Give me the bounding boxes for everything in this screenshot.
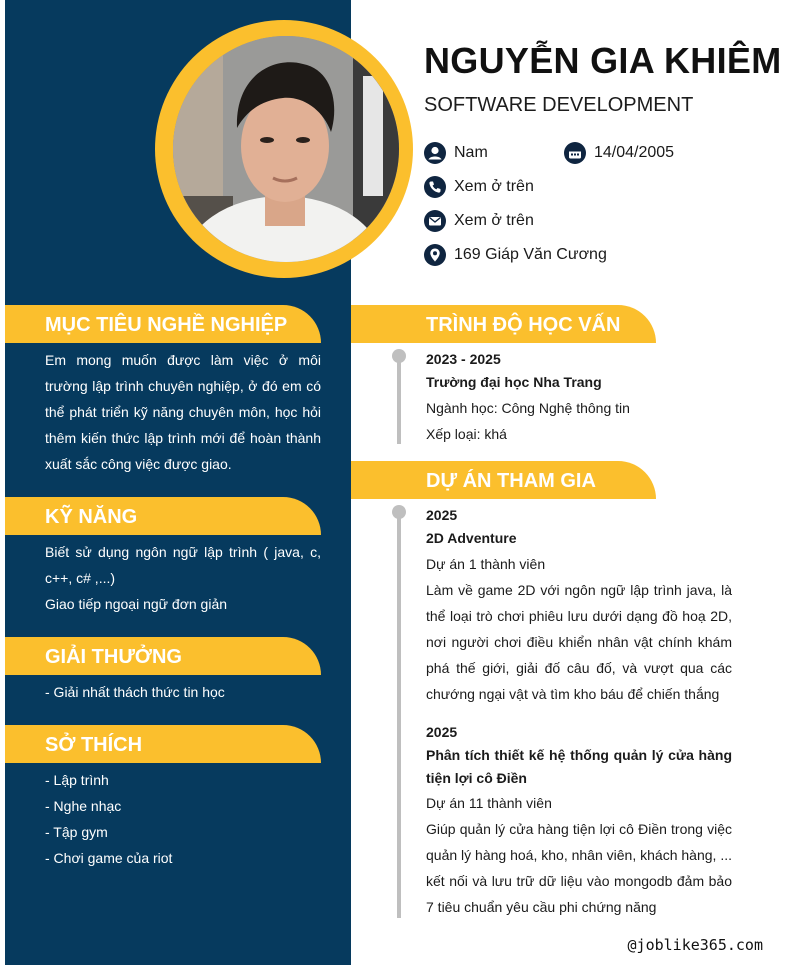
hobby-item: - Chơi game của riot: [45, 850, 173, 866]
dob-value: 14/04/2005: [594, 144, 675, 161]
mail-icon: [424, 210, 446, 232]
hobbies-list: [45, 767, 321, 871]
avatar-portrait: [173, 36, 399, 262]
hobby-item: - Nghe nhạc: [45, 798, 122, 814]
calendar-icon: [564, 142, 586, 164]
skills-heading: KỸ NĂNG: [5, 497, 321, 535]
project-description: Làm về game 2D với ngôn ngữ lập trình java, là thể loại trò chơi phiêu lưu dưới dạng đồ hoạ 2D, nơi người chơi điều khiển nhân vật chính khám phá thế giới, giải đố câu đố, và vượt qua các chướng ngại vật và tìm kho báu để chiến thắng: [426, 582, 732, 702]
avatar: [173, 36, 399, 262]
skill-item: Biết sử dụng ngôn ngữ lập trình ( java, c, c++, c# ,...): [45, 544, 321, 586]
gender-row: [424, 142, 488, 164]
email-value: Xem ở trên: [454, 212, 534, 229]
education-grade: Xếp loại: khá: [426, 426, 507, 442]
education-timeline: [397, 356, 401, 444]
project-year: 2025: [426, 507, 458, 523]
objective-text: [45, 347, 321, 477]
candidate-role: SOFTWARE DEVELOPMENT: [424, 94, 694, 116]
project-item: [426, 502, 732, 707]
phone-value: Xem ở trên: [454, 178, 534, 195]
objective-paragraph: Em mong muốn được làm việc ở môi trường lập trình chuyên nghiệp, ở đó em có thể phát triển kỹ năng chuyên môn, học hỏi thêm kiến thức lập trình mới để hoàn thành xuất sắc công việc được giao.: [45, 352, 321, 472]
project-name: Phân tích thiết kế hệ thống quản lý cửa hàng tiện lợi cô Điền: [426, 747, 732, 786]
projects-timeline-dot: [392, 505, 406, 519]
hobbies-heading: SỞ THÍCH: [5, 725, 321, 763]
skill-item: Giao tiếp ngoại ngữ đơn giản: [45, 596, 228, 612]
awards-heading: GIẢI THƯỞNG: [5, 637, 321, 675]
project-team: Dự án 11 thành viên: [426, 795, 552, 811]
dob-row: [564, 142, 674, 164]
location-icon: [424, 244, 446, 266]
phone-row: [424, 176, 534, 198]
education-timeline-dot: [392, 349, 406, 363]
project-name: 2D Adventure: [426, 530, 517, 546]
phone-icon: [424, 176, 446, 198]
hobby-item: - Lập trình: [45, 772, 109, 788]
education-period: 2023 - 2025: [426, 351, 501, 367]
awards-list: [45, 679, 321, 705]
education-school: Trường đại học Nha Trang: [426, 374, 602, 390]
education-block: [426, 346, 732, 447]
project-description: Giúp quản lý cửa hàng tiện lợi cô Điền trong việc quản lý hàng hoá, kho, nhân viên, khách hàng, ... kết nối và lưu trữ dữ liệu vào mongodb đảm bảo 7 tiêu chuẩn yêu cầu phi chứng năng: [426, 821, 732, 915]
education-heading: TRÌNH ĐỘ HỌC VẤN: [351, 305, 656, 343]
hobby-item: - Tập gym: [45, 824, 108, 840]
project-team: Dự án 1 thành viên: [426, 556, 546, 572]
address-row: [424, 244, 607, 266]
projects-heading: DỰ ÁN THAM GIA: [351, 461, 656, 499]
skills-list: [45, 539, 321, 617]
watermark-text: @joblike365.com: [627, 936, 763, 954]
projects-timeline: [397, 512, 401, 918]
objective-heading: MỤC TIÊU NGHỀ NGHIỆP: [5, 305, 321, 343]
candidate-name: NGUYỄN GIA KHIÊM: [424, 40, 782, 81]
user-icon: [424, 142, 446, 164]
project-item: [426, 719, 732, 920]
email-row: [424, 210, 534, 232]
award-item: - Giải nhất thách thức tin học: [45, 684, 225, 700]
project-year: 2025: [426, 724, 458, 740]
address-value: 169 Giáp Văn Cương: [454, 246, 607, 263]
gender-value: Nam: [454, 144, 488, 161]
education-major: Ngành học: Công Nghệ thông tin: [426, 400, 630, 416]
